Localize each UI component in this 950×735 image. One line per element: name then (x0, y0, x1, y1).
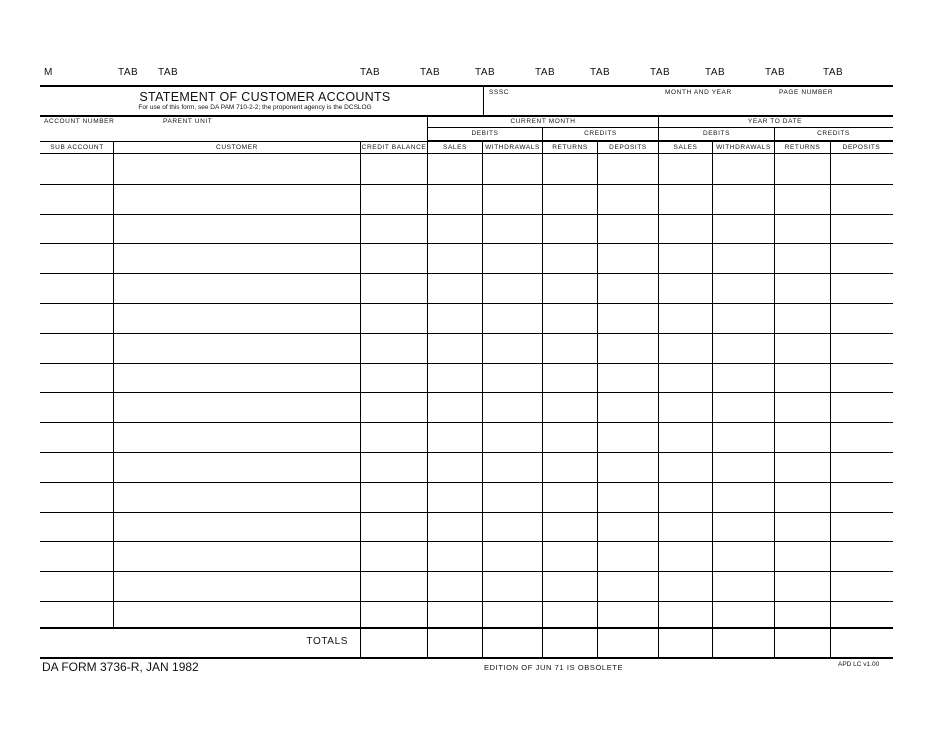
col-sub-account: SUB ACCOUNT (50, 144, 104, 151)
cell-cm-returns[interactable] (543, 602, 596, 630)
cell-cm-withdrawals[interactable] (483, 393, 541, 421)
cell-cm-sales[interactable] (428, 155, 481, 183)
cell-customer[interactable] (114, 513, 359, 541)
account-number-field[interactable] (41, 126, 151, 140)
page-number-field[interactable] (766, 98, 892, 115)
month-split-rule (427, 127, 893, 128)
cell-cm-withdrawals[interactable] (483, 244, 541, 272)
cell-ytd-returns[interactable] (775, 453, 829, 481)
cell-ytd-sales[interactable] (659, 423, 711, 451)
cell-ytd-returns[interactable] (775, 364, 829, 392)
total-cm-deposits[interactable] (598, 629, 657, 656)
cell-ytd-sales[interactable] (659, 274, 711, 302)
cell-cm-deposits[interactable] (598, 483, 657, 511)
cell-ytd-deposits[interactable] (831, 423, 892, 451)
cell-cm-deposits[interactable] (598, 244, 657, 272)
cell-ytd-withdrawals[interactable] (713, 542, 773, 570)
tab-mark-10: TAB (765, 67, 786, 78)
cell-ytd-returns[interactable] (775, 513, 829, 541)
cell-cm-deposits[interactable] (598, 155, 657, 183)
col-ytd-sales: SALES (673, 144, 698, 151)
cell-ytd-withdrawals[interactable] (713, 513, 773, 541)
col-ytd-withdrawals: WITHDRAWALS (716, 144, 771, 151)
column-header-bottom-rule (40, 153, 893, 154)
cell-cm-returns[interactable] (543, 274, 596, 302)
edition-note: EDITION OF JUN 71 IS OBSOLETE (484, 663, 624, 672)
col-customer: CUSTOMER (216, 144, 258, 151)
total-ytd-sales[interactable] (659, 629, 711, 656)
month-year-field[interactable] (655, 98, 765, 115)
month-year-label: MONTH AND YEAR (665, 89, 732, 96)
col-credit-balance: CREDIT BALANCE (361, 144, 427, 151)
cell-cm-returns[interactable] (543, 393, 596, 421)
cell-ytd-returns[interactable] (775, 602, 829, 630)
parent-unit-label: PARENT UNIT (163, 118, 213, 125)
total-ytd-returns[interactable] (775, 629, 829, 656)
cell-cm-withdrawals[interactable] (483, 423, 541, 451)
cell-cm-returns[interactable] (543, 304, 596, 332)
cell-credit-balance[interactable] (361, 453, 426, 481)
cell-credit-balance[interactable] (361, 393, 426, 421)
cell-cm-returns[interactable] (543, 155, 596, 183)
cell-ytd-withdrawals[interactable] (713, 304, 773, 332)
cell-ytd-deposits[interactable] (831, 453, 892, 481)
cell-credit-balance[interactable] (361, 185, 426, 213)
col-cm-withdrawals: WITHDRAWALS (485, 144, 540, 151)
cell-cm-returns[interactable] (543, 483, 596, 511)
cell-cm-sales[interactable] (428, 602, 481, 630)
cell-credit-balance[interactable] (361, 304, 426, 332)
form-id: DA FORM 3736-R, JAN 1982 (42, 660, 199, 674)
cell-ytd-deposits[interactable] (831, 572, 892, 600)
cell-cm-returns[interactable] (543, 364, 596, 392)
cell-ytd-deposits[interactable] (831, 542, 892, 570)
cell-cm-withdrawals[interactable] (483, 215, 541, 243)
cell-credit-balance[interactable] (361, 423, 426, 451)
cell-cm-deposits[interactable] (598, 453, 657, 481)
cell-cm-withdrawals[interactable] (483, 185, 541, 213)
cell-cm-deposits[interactable] (598, 274, 657, 302)
cell-cm-sales[interactable] (428, 274, 481, 302)
cell-ytd-withdrawals[interactable] (713, 215, 773, 243)
total-ytd-deposits[interactable] (831, 629, 892, 656)
cell-cm-withdrawals[interactable] (483, 602, 541, 630)
group-divider (658, 116, 659, 142)
cell-cm-deposits[interactable] (598, 602, 657, 630)
cell-ytd-withdrawals[interactable] (713, 453, 773, 481)
cell-ytd-deposits[interactable] (831, 215, 892, 243)
tab-mark-7: TAB (590, 67, 611, 78)
cell-ytd-withdrawals[interactable] (713, 572, 773, 600)
cell-ytd-sales[interactable] (659, 602, 711, 630)
sssc-label: SSSC (489, 89, 510, 96)
total-cm-returns[interactable] (543, 629, 596, 656)
cell-cm-withdrawals[interactable] (483, 155, 541, 183)
cell-customer[interactable] (114, 423, 359, 451)
parent-unit-field[interactable] (160, 126, 425, 140)
ytd-credits-label: CREDITS (817, 130, 850, 137)
cell-cm-sales[interactable] (428, 572, 481, 600)
cell-credit-balance[interactable] (361, 244, 426, 272)
tab-mark-2: TAB (158, 67, 179, 78)
totals-label: TOTALS (306, 636, 348, 647)
cell-sub-account[interactable] (41, 334, 112, 362)
title-bottom-rule (40, 115, 893, 117)
cell-ytd-withdrawals[interactable] (713, 393, 773, 421)
cell-cm-deposits[interactable] (598, 572, 657, 600)
cell-sub-account[interactable] (41, 364, 112, 392)
cell-credit-balance[interactable] (361, 155, 426, 183)
cell-customer[interactable] (114, 215, 359, 243)
cell-cm-sales[interactable] (428, 453, 481, 481)
year-to-date-label: YEAR TO DATE (747, 118, 803, 125)
cell-ytd-sales[interactable] (659, 364, 711, 392)
tab-mark-4: TAB (420, 67, 441, 78)
cell-ytd-returns[interactable] (775, 572, 829, 600)
cell-customer[interactable] (114, 185, 359, 213)
cell-cm-sales[interactable] (428, 393, 481, 421)
cell-ytd-sales[interactable] (659, 185, 711, 213)
cell-cm-deposits[interactable] (598, 542, 657, 570)
cell-ytd-returns[interactable] (775, 393, 829, 421)
cell-cm-withdrawals[interactable] (483, 304, 541, 332)
cell-ytd-sales[interactable] (659, 453, 711, 481)
cell-cm-deposits[interactable] (598, 334, 657, 362)
cell-cm-withdrawals[interactable] (483, 274, 541, 302)
tab-mark-1: TAB (118, 67, 139, 78)
cell-ytd-returns[interactable] (775, 483, 829, 511)
cell-sub-account[interactable] (41, 215, 112, 243)
cell-cm-withdrawals[interactable] (483, 483, 541, 511)
cell-customer[interactable] (114, 364, 359, 392)
cell-ytd-withdrawals[interactable] (713, 244, 773, 272)
cell-cm-deposits[interactable] (598, 513, 657, 541)
cell-ytd-returns[interactable] (775, 215, 829, 243)
cell-customer[interactable] (114, 542, 359, 570)
totals-bottom-rule (40, 657, 893, 659)
cell-ytd-deposits[interactable] (831, 274, 892, 302)
tab-mark-m: M (44, 67, 53, 78)
cell-ytd-withdrawals[interactable] (713, 483, 773, 511)
cell-customer[interactable] (114, 602, 359, 630)
col-cm-returns: RETURNS (552, 144, 588, 151)
col-cm-sales: SALES (443, 144, 467, 151)
cell-credit-balance[interactable] (361, 334, 426, 362)
cell-ytd-withdrawals[interactable] (713, 155, 773, 183)
cell-credit-balance[interactable] (361, 513, 426, 541)
cell-customer[interactable] (114, 274, 359, 302)
cell-credit-balance[interactable] (361, 572, 426, 600)
cell-ytd-sales[interactable] (659, 215, 711, 243)
cell-cm-withdrawals[interactable] (483, 334, 541, 362)
cell-customer[interactable] (114, 453, 359, 481)
tab-mark-3: TAB (360, 67, 381, 78)
cell-ytd-deposits[interactable] (831, 244, 892, 272)
cell-ytd-withdrawals[interactable] (713, 364, 773, 392)
cell-sub-account[interactable] (41, 304, 112, 332)
cell-cm-sales[interactable] (428, 542, 481, 570)
cell-cm-deposits[interactable] (598, 304, 657, 332)
cell-ytd-sales[interactable] (659, 334, 711, 362)
cell-ytd-deposits[interactable] (831, 393, 892, 421)
cell-customer[interactable] (114, 304, 359, 332)
cell-ytd-withdrawals[interactable] (713, 274, 773, 302)
cell-sub-account[interactable] (41, 155, 112, 183)
col-ytd-deposits: DEPOSITS (842, 144, 881, 151)
cell-sub-account[interactable] (41, 244, 112, 272)
total-cm-withdrawals[interactable] (483, 629, 541, 656)
cell-ytd-returns[interactable] (775, 423, 829, 451)
tab-mark-6: TAB (535, 67, 556, 78)
column-header-top-rule (40, 141, 893, 142)
cell-cm-returns[interactable] (543, 244, 596, 272)
cell-sub-account[interactable] (41, 602, 112, 630)
cell-cm-withdrawals[interactable] (483, 542, 541, 570)
cell-sub-account[interactable] (41, 393, 112, 421)
form-title: STATEMENT OF CUSTOMER ACCOUNTS (139, 90, 391, 104)
cell-ytd-deposits[interactable] (831, 155, 892, 183)
cell-ytd-withdrawals[interactable] (713, 185, 773, 213)
cell-cm-withdrawals[interactable] (483, 364, 541, 392)
cell-cm-deposits[interactable] (598, 185, 657, 213)
cell-ytd-sales[interactable] (659, 483, 711, 511)
version-label: APD LC v1.00 (838, 661, 880, 668)
page-number-label: PAGE NUMBER (779, 89, 834, 96)
cell-ytd-sales[interactable] (659, 393, 711, 421)
cell-ytd-deposits[interactable] (831, 602, 892, 630)
cell-cm-returns[interactable] (543, 215, 596, 243)
cell-ytd-returns[interactable] (775, 542, 829, 570)
cell-customer[interactable] (114, 393, 359, 421)
col-cm-deposits: DEPOSITS (609, 144, 647, 151)
current-month-label: CURRENT MONTH (510, 118, 576, 125)
cell-ytd-sales[interactable] (659, 513, 711, 541)
cell-credit-balance[interactable] (361, 542, 426, 570)
cell-sub-account[interactable] (41, 185, 112, 213)
cell-ytd-returns[interactable] (775, 334, 829, 362)
cell-sub-account[interactable] (41, 274, 112, 302)
tab-mark-9: TAB (705, 67, 726, 78)
debit-credit-divider (542, 128, 543, 142)
cell-cm-withdrawals[interactable] (483, 572, 541, 600)
cell-cm-returns[interactable] (543, 453, 596, 481)
cell-ytd-returns[interactable] (775, 155, 829, 183)
cell-cm-sales[interactable] (428, 483, 481, 511)
cell-cm-deposits[interactable] (598, 215, 657, 243)
total-cm-sales[interactable] (428, 629, 481, 656)
tab-mark-11: TAB (823, 67, 844, 78)
cm-credits-label: CREDITS (584, 130, 617, 137)
total-credit-balance[interactable] (361, 629, 426, 656)
cell-customer[interactable] (114, 155, 359, 183)
cell-ytd-sales[interactable] (659, 542, 711, 570)
cell-cm-returns[interactable] (543, 572, 596, 600)
top-rule (40, 85, 893, 87)
cell-ytd-returns[interactable] (775, 274, 829, 302)
cell-sub-account[interactable] (41, 423, 112, 451)
ytd-debits-label: DEBITS (702, 130, 731, 137)
debit-credit-divider (774, 128, 775, 142)
cell-credit-balance[interactable] (361, 364, 426, 392)
cell-ytd-deposits[interactable] (831, 513, 892, 541)
sssc-field[interactable] (484, 98, 654, 115)
cell-cm-sales[interactable] (428, 364, 481, 392)
cell-cm-sales[interactable] (428, 185, 481, 213)
tab-mark-8: TAB (650, 67, 671, 78)
cell-credit-balance[interactable] (361, 215, 426, 243)
cell-sub-account[interactable] (41, 453, 112, 481)
cell-credit-balance[interactable] (361, 274, 426, 302)
cell-credit-balance[interactable] (361, 602, 426, 630)
cell-sub-account[interactable] (41, 483, 112, 511)
cell-ytd-withdrawals[interactable] (713, 334, 773, 362)
cell-cm-sales[interactable] (428, 334, 481, 362)
cell-cm-deposits[interactable] (598, 364, 657, 392)
cell-customer[interactable] (114, 572, 359, 600)
cell-credit-balance[interactable] (361, 483, 426, 511)
cell-cm-sales[interactable] (428, 513, 481, 541)
cell-sub-account[interactable] (41, 572, 112, 600)
cell-sub-account[interactable] (41, 542, 112, 570)
cell-cm-withdrawals[interactable] (483, 513, 541, 541)
account-number-label: ACCOUNT NUMBER (44, 118, 115, 125)
totals-top-rule (40, 627, 893, 629)
cell-cm-sales[interactable] (428, 244, 481, 272)
cell-ytd-sales[interactable] (659, 304, 711, 332)
cell-ytd-deposits[interactable] (831, 185, 892, 213)
cell-ytd-deposits[interactable] (831, 483, 892, 511)
cell-customer[interactable] (114, 483, 359, 511)
total-ytd-withdrawals[interactable] (713, 629, 773, 656)
cell-sub-account[interactable] (41, 513, 112, 541)
cell-cm-sales[interactable] (428, 304, 481, 332)
cm-debits-label: DEBITS (471, 130, 499, 137)
cell-ytd-withdrawals[interactable] (713, 602, 773, 630)
cell-cm-returns[interactable] (543, 423, 596, 451)
cell-cm-returns[interactable] (543, 542, 596, 570)
cell-ytd-returns[interactable] (775, 304, 829, 332)
cell-customer[interactable] (114, 244, 359, 272)
cell-ytd-sales[interactable] (659, 572, 711, 600)
cell-cm-sales[interactable] (428, 423, 481, 451)
cell-cm-sales[interactable] (428, 215, 481, 243)
form-subtitle: For use of this form, see DA PAM 710-2-2; the proponent agency is the DCSLOG (138, 104, 372, 111)
cell-ytd-deposits[interactable] (831, 364, 892, 392)
tab-mark-5: TAB (475, 67, 496, 78)
cell-ytd-sales[interactable] (659, 244, 711, 272)
cell-cm-returns[interactable] (543, 334, 596, 362)
cell-cm-deposits[interactable] (598, 423, 657, 451)
cell-customer[interactable] (114, 334, 359, 362)
cell-cm-returns[interactable] (543, 185, 596, 213)
cell-ytd-sales[interactable] (659, 155, 711, 183)
cell-ytd-returns[interactable] (775, 244, 829, 272)
cell-cm-returns[interactable] (543, 513, 596, 541)
col-ytd-returns: RETURNS (784, 144, 821, 151)
cell-cm-withdrawals[interactable] (483, 453, 541, 481)
cell-ytd-returns[interactable] (775, 185, 829, 213)
cell-cm-deposits[interactable] (598, 393, 657, 421)
cell-ytd-withdrawals[interactable] (713, 423, 773, 451)
cell-ytd-deposits[interactable] (831, 304, 892, 332)
cell-ytd-deposits[interactable] (831, 334, 892, 362)
group-divider (427, 116, 428, 142)
